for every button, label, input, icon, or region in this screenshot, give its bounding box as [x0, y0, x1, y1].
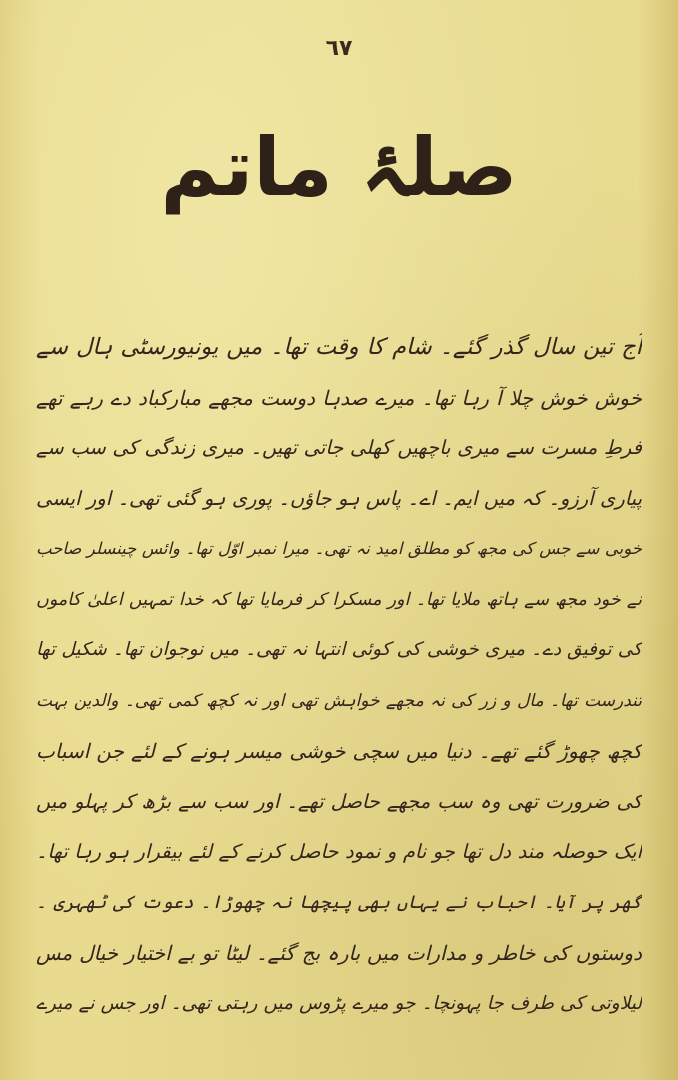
text-line: خوش خوش چلا آ رہا تھا۔ میرے صدہا دوست مجھے مبارکباد دے رہے تھے — [36, 385, 642, 410]
body-text — [36, 322, 642, 1029]
text-line: کی ضرورت تھی وہ سب مجھے حاصل تھے۔ اور سب سے بڑھ کر پہلو میں — [36, 789, 642, 813]
text-line: لیلاوتی کی طرف جا پہونچا۔ جو میرے پڑوس میں رہتی تھی۔ اور جس نے میرے — [36, 992, 642, 1014]
text-line: ایک حوصلہ مند دل تھا جو نام و نمود حاصل کرنے کے لئے بیقرار ہو رہا تھا۔ — [36, 840, 642, 863]
text-line: نے خود مجھ سے ہاتھ ملایا تھا۔ اور مسکرا کر فرمایا تھا کہ خدا تمہیں اعلیٰ کاموں — [36, 589, 642, 610]
text-line: آج تین سال گذر گئے۔ شام کا وقت تھا۔ میں یونیورسٹی ہال سے — [36, 334, 642, 360]
page-number: ٦٧ — [325, 36, 353, 61]
text-line: گھر پر آیا۔ احباب نے یہاں بھی پیچھا نہ چھوڑا۔ دعوت کی ٹھہری ۔ — [36, 891, 642, 913]
text-line: دوستوں کی خاطر و مدارات میں بارہ بج گئے۔ لیٹا تو بے اختیار خیال مس — [36, 941, 642, 965]
text-line: فرطِ مسرت سے میری باچھیں کھلی جاتی تھیں۔ میری زندگی کی سب سے — [36, 436, 642, 459]
text-line: خوبی سے جس کی مجھ کو مطلق امید نہ تھی۔ میرا نمبر اوّل تھا۔ وائس چینسلر صاحب — [36, 539, 642, 558]
text-line: پیاری آرزو۔ کہ میں ایم۔ اے۔ پاس ہو جاؤں۔ پوری ہو گئی تھی۔ اور ایسی — [36, 486, 642, 510]
text-line: کی توفیق دے۔ میری خوشی کی کوئی انتہا نہ تھی۔ میں نوجوان تھا۔ شکیل تھا — [36, 639, 642, 660]
text-line: کچھ چھوڑ گئے تھے۔ دنیا میں سچی خوشی میسر ہونے کے لئے جن اسباب — [36, 739, 642, 763]
chapter-title: صلۂ ماتم — [160, 121, 518, 214]
text-line: تندرست تھا۔ مال و زر کی نہ مجھے خواہش تھی اور نہ کچھ کمی تھی۔ والدین بہت — [36, 690, 642, 711]
